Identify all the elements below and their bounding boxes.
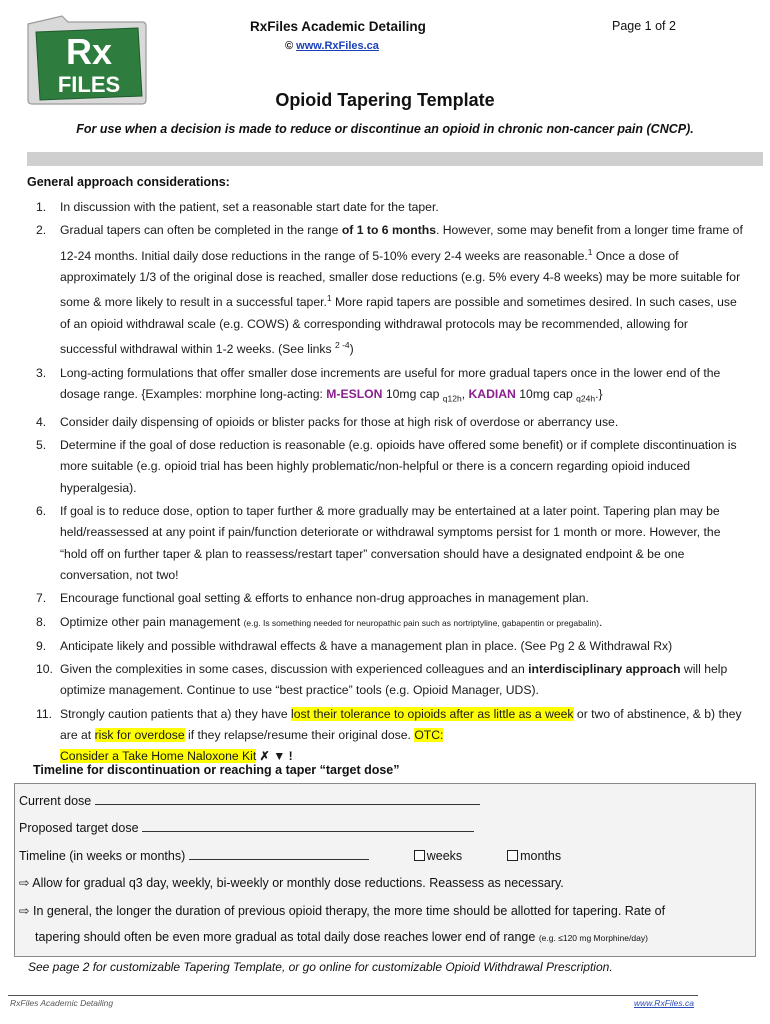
brand-kadian: KADIAN [468,387,516,402]
timeline-heading: Timeline for discontinuation or reaching a taper “target dose” [33,763,400,777]
timeline-label: Timeline (in weeks or months) [19,849,186,863]
list-item: 1. In discussion with the patient, set a reasonable start date for the taper. [36,200,439,214]
timeline-box [14,783,756,957]
list-item: 7. Encourage functional goal setting & efforts to enhance non-drug approaches in management plan. [36,591,589,606]
current-dose-field[interactable] [95,792,480,805]
general-considerations-heading: General approach considerations: [27,175,230,189]
timeline-note-1: ⇨ Allow for gradual q3 day, weekly, bi-weekly or monthly dose reductions. Reassess as necessary. [19,876,564,890]
document-title: Opioid Tapering Template [275,90,495,110]
weeks-checkbox[interactable] [414,850,425,861]
list-item: 2. Gradual tapers can often be completed in the range of 1 to 6 months. However, some may benefit from a longer time frame of 12-24 months. Initial daily dose reductions in the range of 5-10% every 2-4 weeks are reasonable.$^1$ Once a dose of approximately 1/3 of the original dose is reached, smaller dose reductions (e.g. 5% every 4-8 weeks) may be more suitable for some & more likely to result in a successful taper.$^1$ More rapid tapers are possible and sometimes desired. In such cases, use of an opioid withdrawal scale (e.g. COWS) & corresponding withdrawal protocols may be recommended, allowing for successful withdrawal within 1-2 weeks. (See links $^{2 -4}$) [36,223,743,357]
timeline-row [19,847,749,863]
list-item: 5. Determine if the goal of dose reduction is reasonable (e.g. opioids have offered some benefit) or if complete discontinuation is more suitable (e.g. opioid trial has been highly problematic/non-helpful or there is a concern regarding opioid induced hyperalgesia). [36,437,737,495]
timeline-note-2: ⇨ In general, the longer the duration of previous opioid therapy, the more time should be allotted for tapering. Rate of [19,904,666,918]
arrow-right-icon: ⇨ [19,876,30,890]
current-dose-label: Current dose [19,794,92,808]
footer-website-link[interactable]: www.RxFiles.ca [634,998,694,1008]
header-website-link[interactable]: www.RxFiles.ca [296,40,379,52]
list-item: 8. Optimize other pain management (e.g. Is something needed for neuropathic pain such as nortriptyline, gabapentin or pregabalin). [36,614,603,629]
proposed-target-field[interactable] [142,819,474,832]
section-divider-bar [27,152,763,166]
document-subtitle: For use when a decision is made to reduce or discontinue an opioid in chronic non-cancer pain (CNCP). [76,122,694,136]
current-dose-row [19,792,480,808]
logo-files-text: FILES [57,72,121,97]
months-label: months [520,849,562,863]
months-checkbox[interactable] [507,850,518,861]
proposed-target-row [19,819,474,835]
proposed-target-label: Proposed target dose [19,821,139,835]
list-item: 9. Anticipate likely and possible withdrawal effects & have a management plan in place. (See Pg 2 & Withdrawal Rx) [36,638,673,653]
arrow-right-icon: ⇨ [19,904,30,918]
header-title: RxFiles Academic Detailing [250,19,426,34]
weeks-label: weeks [426,849,463,863]
list-item: 4. Consider daily dispensing of opioids or blister packs for those at high risk of overdose or aberrancy use. [36,414,619,429]
list-item: 6. If goal is to reduce dose, option to taper further & more gradually may be entertained at a later point. Tapering plan may be held/reassessed at any point if pain/function deteriorate or withdrawal symptoms persist for 1 month or more. However, the “hold off on further taper & plan to reassess/restart taper” conversation should have a designated endpoint & be one conversation, not two! [36,503,721,583]
header-website-line [285,40,379,52]
list-item: 3. Long-acting formulations that offer smaller dose increments are useful for more gradual tapers once in the lower end of the dosage range. {Examples: morphine long-acting: M-ESLON 10mg cap $_{q12h}$, KADIAN 10mg cap $_{q24h}$.} [36,365,721,404]
timeline-field[interactable] [189,847,369,860]
list-item: 10. Given the complexities in some cases, discussion with experienced colleagues and an interdisciplinary approach will help optimize management. Continue to use “best practice” tools (e.g. Opioid Manager, UDS). [36,661,728,698]
timeline-note-3: tapering should often be even more gradual as total daily dose reaches lower end of range (e.g. ≤120 mg Morphine/day) [35,930,648,944]
page-number: Page 1 of 2 [612,19,676,33]
copyright-symbol: © [285,40,294,52]
footer-left: RxFiles Academic Detailing [10,998,114,1008]
footer-rule [8,995,698,996]
considerations-list [36,197,748,770]
logo-rx-text: Rx [65,31,113,72]
list-item: 11. Strongly caution patients that a) they have lost their tolerance to opioids after as little as a week or two of abstinence, & b) they are at risk for overdose if they relapse/resume their original dose. OTC: Consider a Take Home Naloxone Kit ✗ ▼ ! [36,706,742,764]
see-page-note: See page 2 for customizable Tapering Template, or go online for customizable Opioid Withdrawal Prescription. [28,960,613,974]
brand-m-eslon: M-ESLON [326,387,383,402]
